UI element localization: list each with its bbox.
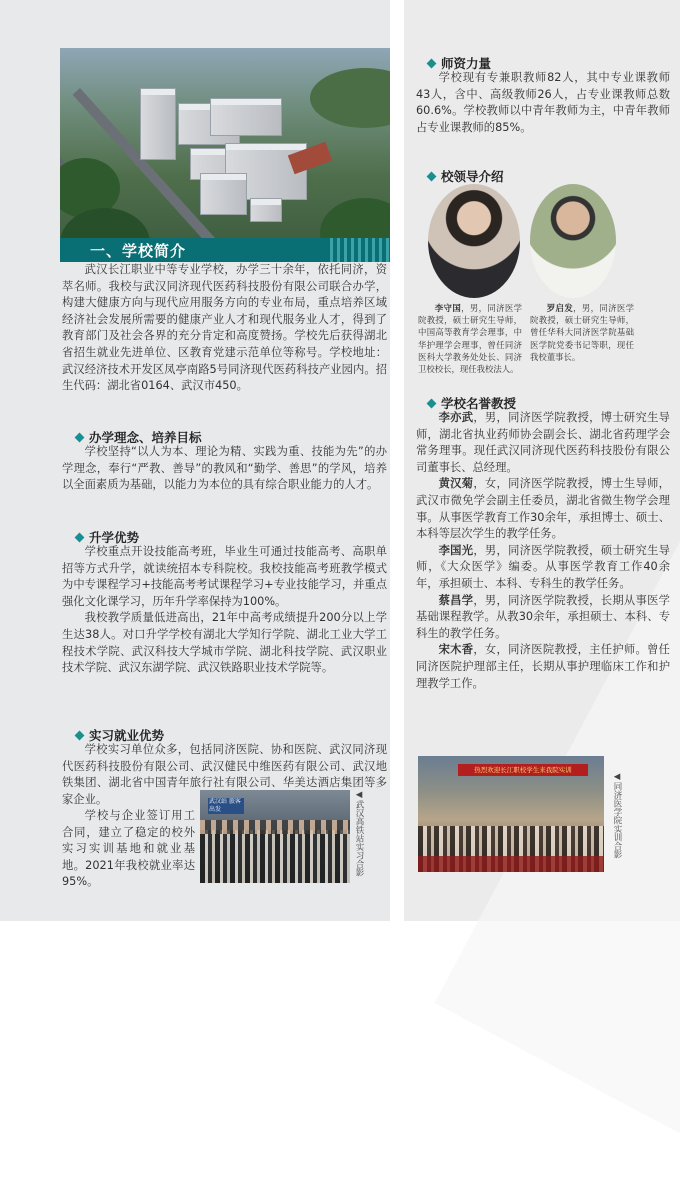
diamond-icon [427,172,437,182]
leader-2-portrait [530,184,616,298]
railway-station-group-photo [200,790,350,883]
honorary-item: 李国光，男，同济医学院教授，硕士研究生导师，《大众医学》编委。从事医学教育工作40余年，承担硕士、本科、专科生的教学任务。 [416,543,670,590]
faculty-heading: 师资力量 [428,54,491,72]
diamond-icon [75,533,85,543]
internship-text-1: 学校实习单位众多，包括同济医院、协和医院、武汉同济现代医药科技股份有限公司、武汉健民中维医药有限公司、武汉地铁集团、湖北省中国青年旅行社有限公司、华美达酒店集团等多家企业。 [62,743,387,806]
honorary-list [416,410,670,692]
honorary-item: 宋木香，女，同济医院教授，主任护师。曾任同济医院护理部主任，长期从事护理临床工作和护理教学工作。 [416,643,670,690]
tongji-training-group-photo [418,756,604,872]
advancement-text: 学校重点开设技能高考班，毕业生可通过技能高考、高职单招等方式升学，就读统招本专科院校。我校技能高考班教学模式为中专课程学习+技能高考考试课程学习+专业技能学习，并重点强化文化课学习，历年升学率保持为100%。 我校教学质量低进高出，21年中高考成绩提升200分以上学生达38人。对口升学学校有湖北大学知行学院、湖北工业大学工程技术学院、武汉科技大学城市学院、湖北科技学院、武汉职业技术学院、武汉东湖学院、武汉铁路职业技术学院等。 [62,545,387,675]
philosophy-text: 学校坚持“以人为本、理论为精、实践为重、技能为先”的办学理念，奉行“严教、善导”的教风和“勤学、善思”的学风，培养以全面素质为基础，以能力为本位的具有综合职业能力的人才。 [62,445,387,492]
honorary-heading: 学校名誉教授 [428,394,516,412]
section-title: 一、学校简介 [90,242,187,260]
internship-text-2: 学校与企业签订用工合同，建立了稳定的校外实习实训基地和就业基地。2021年我校就业率达95%。 [62,809,195,889]
diamond-icon [75,731,85,741]
leader-1-bio: 李守国，男，同济医学院教授，硕士研究生导师，中国高等教育学会理事，中华护理学会理事，曾任同济医科大学教务处处长、同济卫校校长，现任我校法人。 [418,303,523,375]
campus-aerial-image [60,48,390,260]
photo-caption: ◀同济医学院实训合影 [612,772,622,859]
internship-heading: 实习就业优势 [76,726,164,744]
leader-2-bio: 罗启发，男，同济医学院教授，硕士研究生导师，曾任华科大同济医学院基础医学院党委书记等职，现任我校董事长。 [530,303,635,362]
leader-1-portrait [428,184,520,298]
photo-caption: ◀武汉高铁站实习合影 [354,790,364,877]
philosophy-heading: 办学理念、培养目标 [76,428,202,446]
diamond-icon [427,59,437,69]
honorary-item: 蔡昌学，男，同济医学院教授，长期从事医学基础课程教学。从教30余年，承担硕士、本科、专科生的教学任务。 [416,593,670,640]
leaders-heading: 校领导介绍 [428,167,504,185]
station-sign: 武汉站 旅客出发 [208,798,244,814]
school-intro: 武汉长江职业中等专业学校，办学三十余年，依托同济，资萃名师。我校与武汉同济现代医药科技股份有限公司联合办学，构建大健康方向与现代应用服务方向的专业布局，重点培养区域经济社会发展所需要的健康产业人才和现代服务业人才，得到了教育部门及社会各界的充分肯定和高度赞扬。学校先后获得湖北省招生就业先进单位、区教育党建示范单位等称号。学校地址：武汉经济技术开发区凤亭南路5号同济现代医药科技产业园内。招生代码：湖北省0164、武汉市450。 [62,263,387,393]
honorary-item: 黄汉菊，女，同济医学院教授，博士生导师，武汉市微免学会副主任委员，湖北省微生物学会理事。从事医学教育工作30余年，承担博士、硕士、本科等层次学生的教学任务。 [416,477,670,541]
honorary-item: 李亦武，男，同济医学院教授，博士研究生导师，湖北省执业药师协会副会长、湖北省药理学会常务理事。现任武汉同济现代医药科技股份有限公司董事长、总经理。 [416,411,670,474]
advancement-heading: 升学优势 [76,528,139,546]
welcome-banner: 热烈欢迎长江职校学生来我院实训 [458,764,588,776]
diamond-icon [75,433,85,443]
diamond-icon [427,399,437,409]
faculty-text: 学校现有专兼职教师82人，其中专业课教师43人，含中、高级教师26人，占专业课教师总数60.6%。学校教师以中青年教师为主，中青年教师占专业课教师的85%。 [416,71,670,134]
section-banner [60,238,390,262]
